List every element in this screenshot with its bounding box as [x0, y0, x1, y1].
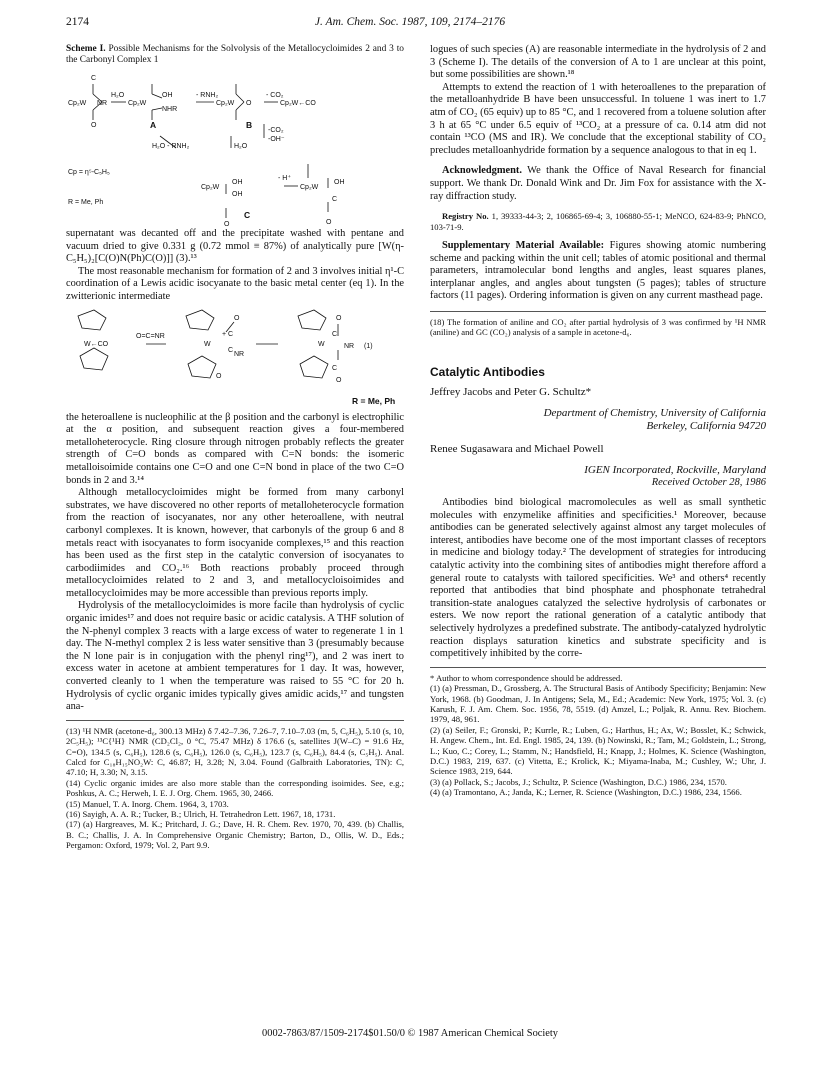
footnote-rule: [430, 667, 766, 668]
svg-text:C: C: [332, 330, 338, 338]
registry-numbers: Registry No. 1, 39333-44-3; 2, 106865-69-4; 3, 106880-55-1; MeNCO, 624-83-9; PhNCO, 103-71-9.: [430, 211, 766, 232]
affiliation: Department of Chemistry, University of California: [543, 406, 766, 419]
svg-text:Cp = η⁵-C₅H₅: Cp = η⁵-C₅H₅: [68, 169, 110, 176]
svg-text:- H⁺: - H⁺: [278, 175, 292, 182]
svg-text:Cp₂W←CO: Cp₂W←CO: [280, 100, 316, 107]
scheme-diagram: [66, 66, 404, 228]
svg-text:OH: OH: [334, 179, 345, 186]
svg-text:OH: OH: [232, 191, 243, 198]
right-column: [430, 44, 766, 798]
svg-text:O: O: [224, 221, 230, 228]
paragraph: Although metallocycloimides might be formed from many carbonyl substrates, we have discovered no other reports of metalloheterocycle formation from the reaction of isocyanates, nor any other heteroallene, with neutral carbonyl complexes. It is known, however, that carbonyls of the group 6 and 8 metals react with isocyanates to form isocyanide complexes,¹⁵ and this reaction has been used as the first step in the catalytic conversion of isocyanates to carbodiimides and CO₂.¹⁶ Both reactions probably proceed through metallocycloimides related to 2 and 3, and metallocycloisoimides and metallocycloimides may be more accessible than previous reports imply.: [66, 487, 404, 599]
footnote: (14) Cyclic organic imides are also more stable than the corresponding isoimides. See, e.g.; Poshkus, A. C.; Herweh, I. E. J. Org. Chem. 1965, 30, 2466.: [66, 777, 404, 799]
svg-text:R = Me, Ph: R = Me, Ph: [352, 395, 396, 406]
footnote: (4) (a) Tramontano, A.; Janda, K.; Lerner, R. Science (Washington, D.C.) 1986, 234, 1566.: [430, 787, 742, 798]
svg-text:H₂O - RNH₂: H₂O - RNH₂: [152, 143, 190, 150]
svg-text:NHR: NHR: [162, 106, 178, 113]
left-column: [66, 44, 404, 851]
svg-text:O=C=NR: O=C=NR: [136, 332, 165, 340]
svg-text:C: C: [228, 346, 234, 354]
svg-text:C: C: [91, 75, 97, 82]
footnote: (2) (a) Seiler, F.; Gronski, P.; Kurrle, R.; Luben, G.; Harthus, H.; Ax, W.; Bosslet, K.; Schwick, H. Angew. Chem., Int. Ed. Engl. 1985, 24, 139. (b) Nowinski, R.; Tam, M.; Goldstein, L.; Strong, L.; Kuo, C.; Corey, L.; Stamm, N.; Handsfield, H.; Knapp, J.; Holmes, K. Science (Washington, D.C.) 1983, 219, 637. (c) Vitetta, E.; Krolick, K.; Miyama-Inaba, M.; Cushley, W.; Uhr, J. Science 1983, 219, 644.: [430, 724, 766, 777]
svg-text:NR: NR: [97, 100, 108, 107]
svg-text:Cp₂W: Cp₂W: [300, 184, 319, 191]
paragraph: Attempts to extend the reaction of 1 with heteroallenes to the preparation of the metalloanhydride B have been unsuccessful. In toluene 1 was inert to 1.7 atm of CO₂ (65 equiv) up to 85 °C, and 1 recovered from a toluene solution after 3 h at 65 °C under 6.5 equiv of ¹³CO₂ at a pressure of ca. 0.14 atm did not contain ¹³CO (MS and IR). We conclude that the exceptional stability of CO₂ precludes metalloanhydride formation by a sequence analogous to that in eq 1.: [430, 81, 766, 156]
page-number: 2174: [66, 16, 89, 28]
svg-text:Cp₂W: Cp₂W: [201, 184, 220, 191]
svg-text:O: O: [326, 219, 332, 226]
svg-text:O: O: [216, 372, 222, 380]
footnote: (16) Sayigh, A. A. R.; Tucker, B.; Ulrich, H. Tetrahedron Lett. 1967, 18, 1731.: [66, 809, 336, 820]
svg-text:NR: NR: [344, 342, 355, 350]
footnote-rule: [430, 311, 766, 312]
svg-text:C: C: [332, 364, 338, 372]
footnote: (3) (a) Pollack, S.; Jacobs, J.; Schultz, P. Science (Washington, D.C.) 1986, 234, 1570.: [430, 776, 727, 787]
svg-text:(1): (1): [364, 342, 373, 350]
svg-text:W: W: [318, 340, 325, 348]
paragraph: Hydrolysis of the metallocycloimides is more facile than hydrolysis of cyclic organic imides¹⁷ and does not require basic or acidic catalysis. A THF solution of the N-phenyl complex 3 reacts with a large excess of water to regenerate 1 in 1 day. The N-methyl complex 2 is less water sensitive than 3 (presumably because the N lone pair is in conjugation with the phenyl ring¹⁷), and 2 was inert to excess water in acetone at ambient temperatures for 1 day. It was, however, converted cleanly to 1 when the temperature was raised to 55 °C for 20 h. Hydrolysis of cyclic organic imides typically gives amidic acids,¹⁷ and tungsten ana-: [66, 600, 404, 713]
supplementary-material: Supplementary Material Available: Figures showing atomic numbering scheme and packing within the unit cell; tables of atomic positional and thermal parameters, intramolecular bond lengths and angles, least squares planes, interplanar angles, and angles about tungsten (5 pages); tables of structure factors (11 pages). Ordering information is given on any current masthead page.: [430, 239, 766, 302]
svg-text:Cp₂W: Cp₂W: [128, 100, 147, 107]
svg-text:+ C: + C: [222, 330, 234, 338]
svg-text:R = Me, Ph: R = Me, Ph: [68, 199, 104, 206]
svg-text:O: O: [234, 314, 240, 322]
paragraph: Antibodies bind biological macromolecules as well as small synthetic molecules with enzymelike affinities and specificities.¹ Moreover, because antibodies can be generated selectively against almost any target molecules of interest, antibodies have become one of the most important classes of receptors in medicine and biology today.² The development of strategies for introducing catalytic activity into the combining sites of antibodies might therefore afford a general route to catalysts with tailored specificities. We³ and others⁴ recently reported that antibodies that bind phosphate and phosphonate tetrahedral transition-state analogues catalyzed the selective hydrolysis of carbonates or esters. We now report the rational generation of a catalytic antibody that selectively hydrolyzes a predefined substrate. The antibody-catalyzed hydrolytic reaction displays saturation kinetics and substrate specificity and is competitively inhibited by the corre-: [430, 497, 766, 660]
svg-text:H₂O: H₂O: [111, 92, 125, 99]
svg-text:B: B: [246, 120, 253, 130]
footnote: (1) (a) Pressman, D., Grossberg, A. The Structural Basis of Antibody Specificity; Benjamin: New York, 1968. (b) Goodman, J. In Antigens; Sela, M., Ed.; Academic: New York, 1975; Vol. 3. (c) Karush, F. J. Am. Chem. Soc. 1956, 78, 5519. (d) Amzel, L.; Poljak, R. Annu. Rev. Biochem. 1979, 48, 961.: [430, 683, 766, 725]
paragraph: the heteroallene is nucleophilic at the β position and the carbonyl is electrophilic at the α position, and subsequent reaction gives a four-membered metalloheterocycle. Ring closure through nitrogen probably reflects the greater strength of C=O bonds as compared with C=N bonds: the isomeric metalloisoimide contains one C=O and one C=N bond in place of the two C=O bonds in 2 and 3.¹⁴: [66, 411, 404, 486]
acknowledgment: Acknowledgment. We thank the Office of Naval Research for financial support. We thank Dr. Donald Wink and Dr. Jim Fox for assistance with the X-ray diffraction study.: [430, 165, 766, 202]
article-title: Catalytic Antibodies: [430, 364, 545, 379]
footnote: (17) (a) Hargreaves, M. K.; Pritchard, J. G.; Dave, H. R. Chem. Rev. 1970, 70, 439. (b) Challis, B. C.; Challis, J. A. In Comprehensive Organic Chemistry; Barton, D., Ollis, W. D., Eds.; Pergamon: Oxford, 1979; Vol. 2, Part 9.9.: [66, 819, 404, 851]
equation-1: [66, 304, 404, 412]
svg-text:- CO₂: - CO₂: [266, 92, 284, 99]
svg-text:OH: OH: [162, 92, 173, 99]
svg-text:NR: NR: [234, 350, 245, 358]
received-date: Received October 28, 1986: [651, 476, 766, 488]
affiliation: Berkeley, California 94720: [646, 419, 766, 432]
footnote-rule: [66, 720, 404, 721]
svg-text:-OH⁻: -OH⁻: [268, 136, 285, 143]
article-authors: Jeffrey Jacobs and Peter G. Schultz*: [430, 386, 592, 399]
svg-text:Cp₂W: Cp₂W: [68, 100, 87, 107]
svg-text:C: C: [244, 210, 251, 220]
svg-text:O: O: [246, 100, 252, 107]
page-header: [0, 16, 820, 32]
svg-text:C: C: [332, 196, 338, 203]
svg-text:O: O: [336, 376, 342, 384]
paragraph: logues of such species (A) are reasonable intermediate in the hydrolysis of 2 and 3 (Scheme I). The details of the conversion of A to 1 are unclear at this point, but some possibilities are shown.¹⁸: [430, 44, 766, 81]
svg-text:- RNH₂: - RNH₂: [196, 92, 219, 99]
svg-text:-CO₂: -CO₂: [268, 127, 284, 134]
svg-text:OH: OH: [232, 179, 243, 186]
footnote: * Author to whom correspondence should be addressed.: [430, 672, 623, 683]
svg-text:O: O: [336, 314, 342, 322]
article-authors: Renee Sugasawara and Michael Powell: [430, 442, 604, 455]
scheme-caption: Scheme I. Possible Mechanisms for the Solvolysis of the Metallocycloimides 2 and 3 to the Carbonyl Complex 1: [66, 44, 404, 65]
footnote: (15) Manuel, T. A. Inorg. Chem. 1964, 3, 1703.: [66, 798, 229, 809]
svg-text:W: W: [204, 340, 211, 348]
svg-text:Cp₂W: Cp₂W: [216, 100, 235, 107]
paragraph: supernatant was decanted off and the precipitate washed with pentane and vacuum dried to give 0.331 g (0.72 mmol ≡ 87%) of analytically pure [W(η-C₅H₅)₂[C(O)N(Ph)C(O)]] (3).¹³: [66, 228, 404, 265]
svg-text:O: O: [91, 122, 97, 129]
svg-text:A: A: [150, 120, 157, 130]
page-footer: 0002-7863/87/1509-2174$01.50/0 © 1987 American Chemical Society: [262, 1028, 558, 1039]
journal-citation: J. Am. Chem. Soc. 1987, 109, 2174–2176: [314, 16, 506, 28]
svg-text:W←CO: W←CO: [84, 340, 109, 348]
svg-text:H₂O: H₂O: [234, 143, 248, 150]
footnote: (13) ¹H NMR (acetone-d₆, 300.13 MHz) δ 7.42–7.36, 7.26–7, 7.10–7.03 (m, 5, C₆H₅), 5.10 (s, 10, 2C₅H₅); ¹³C{¹H} NMR (CD₂Cl₂, 0 °C, 75.47 MHz) δ 176.6 (s, satellites J(W–C) = 91.6 Hz, C=O), 134.5 (s, C₆H₅), 128.6 (s, C₆H₅), 126.0 (s, C₆H₅), 123.7 (s, C₆H₅), 84.4 (s, C₅H₅). Anal. Calcd for C₁₈H₁₅NO₂W: C, 46.87; H, 3.28; N, 3.04. Found (Galbraith Laboratories, TN): C, 47.10; H, 3.30; N, 3.15.: [66, 725, 404, 778]
footnote: (18) The formation of aniline and CO₂ after partial hydrolysis of 3 was confirmed by ¹H NMR (aniline) and GC (CO₂) analysis of a sample in acetone-d₆.: [430, 316, 766, 338]
paragraph: The most reasonable mechanism for formation of 2 and 3 involves initial η¹-C coordination of a Lewis acidic isocyanate to the basic metal center (eq 1). In the zwitterionic intermediate: [66, 265, 404, 302]
affiliation: IGEN Incorporated, Rockville, Maryland: [584, 463, 766, 476]
